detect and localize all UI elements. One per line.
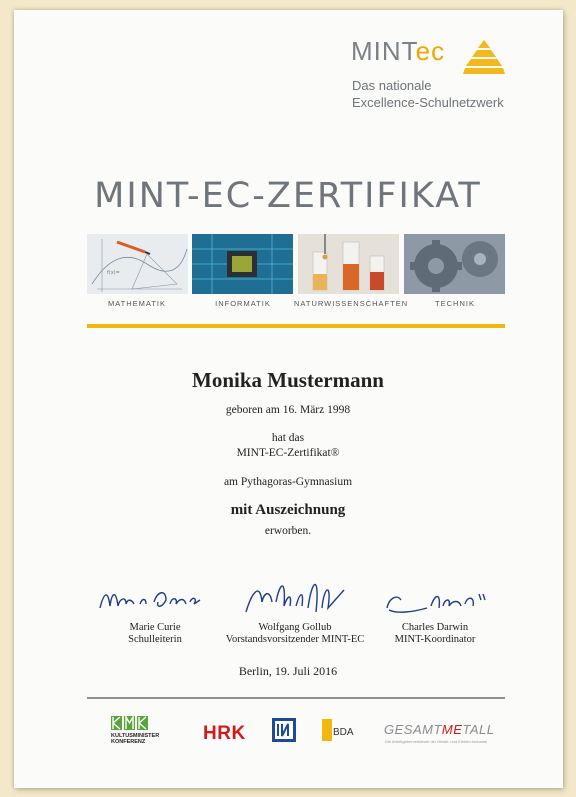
acquired-text: erworben. [264,525,312,537]
signatory-2-role: Vorstandsvorsitzender MINT-EC [225,634,365,645]
kmk-logo-icon [111,716,149,730]
category-label-mathematics: MATHEMATIK [107,299,167,308]
informatics-image [192,234,293,294]
recipient-name: Monika Mustermann [192,368,384,392]
logo-tagline-line2: Excellence-Schulnetzwerk [352,95,504,110]
signature-marie-curie [96,582,206,616]
mathematics-image [87,234,188,294]
bda-logo-icon [322,719,332,741]
signatory-3 [345,622,525,646]
birth-date: geboren am 16. März 1998 [225,404,351,416]
divider-yellow [87,324,505,328]
natural-sciences-image [298,234,399,294]
pyramid-icon [463,40,505,74]
category-label-informatics: INFORMATIK [215,299,271,308]
mint-ec-logo [351,36,521,116]
distinction-text: mit Auszeichnung [230,502,346,518]
has-the-text: hat das [271,432,305,444]
svg-text:f(x)=: f(x)= [107,270,120,276]
signatory-1-role: Schulleiterin [128,634,182,645]
ljng-logo-icon [272,718,296,742]
signature-wolfgang-gollub [240,572,350,618]
signatory-2-name: Wolfgang Gollub [258,622,332,633]
category-image-strip [87,234,505,294]
award-name: MINT-EC-Zertifikat® [236,447,340,459]
signatory-3-name: Charles Darwin [401,622,469,633]
logo-tagline-line1: Das nationale [352,78,432,93]
category-label-natural-sciences: NATURWISSENSCHAFTEN [294,299,409,308]
place-and-date: Berlin, 19. Juli 2016 [238,664,338,678]
bda-logo-text: BDA [333,727,354,738]
signatory-3-role: MINT-Koordinator [394,634,476,645]
kmk-logo-text: KULTUSMINISTER KONFERENZ [111,733,160,745]
signature-charles-darwin [383,584,493,618]
school-name: am Pythagoras-Gymnasium [223,476,353,488]
logo-wordmark: MINTec [351,36,446,66]
signatory-1-name: Marie Curie [129,622,181,633]
hrk-logo: HRK [203,723,246,744]
gesamtmetall-subtitle: Die Arbeitgeberverbände der Metall- und Elektro-Industrie [385,739,488,744]
gesamtmetall-logo: GESAMTMETALL [384,722,495,737]
technology-image [404,234,505,294]
divider-gray [87,697,505,699]
category-label-technology: TECHNIK [435,299,475,308]
certificate-title: MINT-EC-ZERTIFIKAT [94,176,482,216]
